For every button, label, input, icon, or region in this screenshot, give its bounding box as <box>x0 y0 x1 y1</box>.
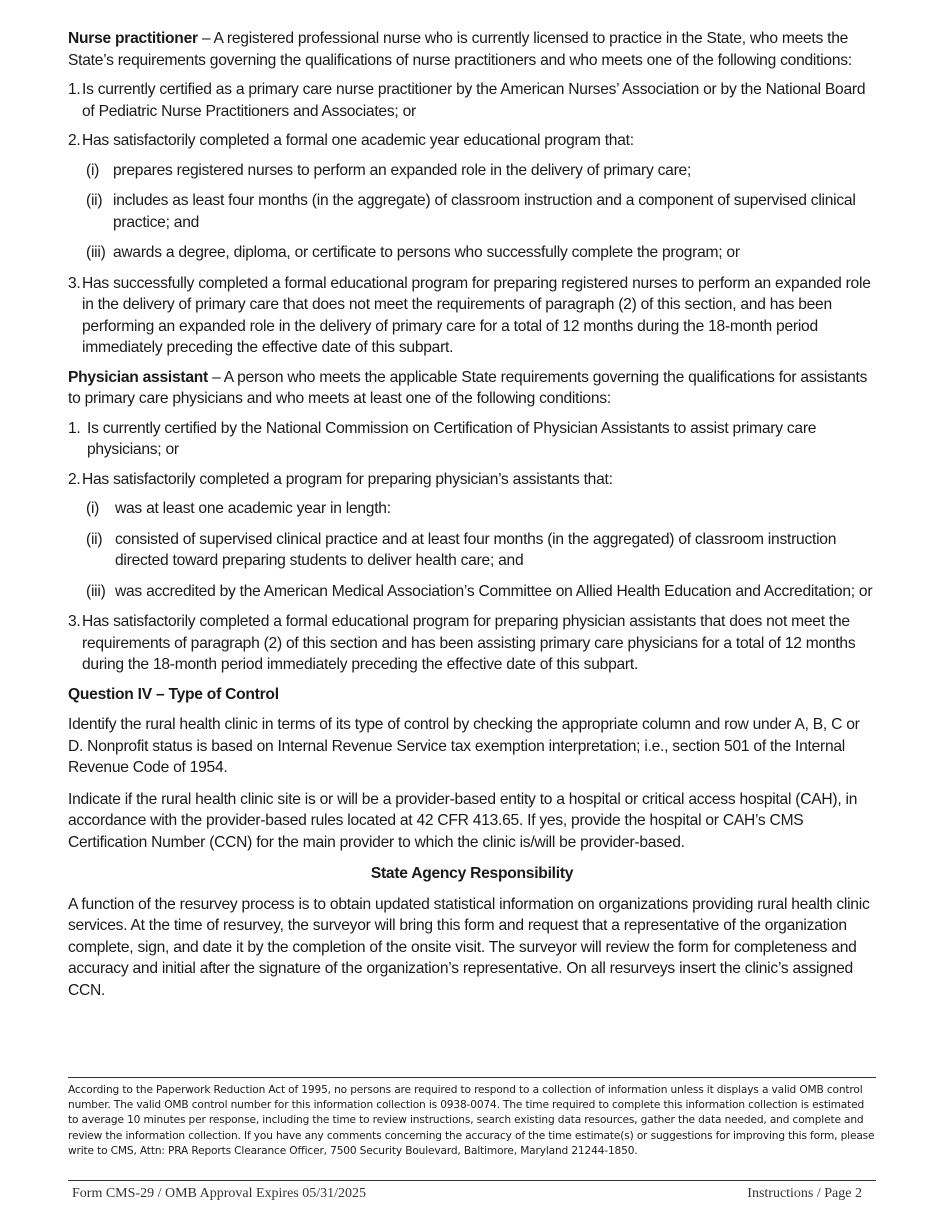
physician-subitem-ii <box>86 529 876 572</box>
physician-item-text: Is currently certified by the National Commission on Certification of Physician Assistants to assist primary care physicians; or <box>87 419 817 458</box>
physician-subitem-number: (i) <box>86 500 100 517</box>
question-iv-paragraph-2: Indicate if the rural health clinic site is or will be a provider-based entity to a hospital or critical access hospital (CAH), in accordance with the provider-based rules located at 42 CFR 413.65. If yes, provide the hospital or CAH’s CMS Certification Number (CCN) for the main provider to which the clinic is/will be provider-based. <box>68 790 858 851</box>
physician-item-2 <box>68 469 876 491</box>
physician-assistant-intro: – A person who meets the applicable State requirements governing the qualifications for assistants to primary care physicians and who meets at least one of the following conditions: <box>68 368 868 407</box>
physician-item-1 <box>68 418 876 461</box>
nurse-item-3 <box>68 273 876 359</box>
nurse-subitem-ii <box>86 190 876 233</box>
physician-subitem-text: was at least one academic year in length: <box>115 500 391 517</box>
nurse-subitem-number: (ii) <box>86 192 103 209</box>
nurse-subitem-i <box>86 160 876 182</box>
nurse-item-number: 1. <box>68 81 81 98</box>
nurse-item-text: Has satisfactorily completed a formal one academic year educational program that: <box>82 132 634 149</box>
physician-subitem-text: was accredited by the American Medical Association’s Committee on Allied Health Education and Accreditation; or <box>115 582 873 600</box>
nurse-practitioner-intro: – A registered professional nurse who is currently licensed to practice in the State, who meets the State’s requirements governing the qualifications of nurse practitioners and who meets one of the following conditions: <box>68 30 852 69</box>
nurse-item-number: 3. <box>68 274 81 292</box>
nurse-item-text: Has successfully completed a formal educational program for preparing registered nurses to perform an expanded role in the delivery of primary care that does not meet the requirements of paragraph (2) of this section, and has been performing an expanded role in the delivery of primary care for a total of 12 months during the 18-month period immediately preceding the effective date of this subpart. <box>82 274 871 356</box>
question-iv-paragraph-1: Identify the rural health clinic in terms of its type of control by checking the appropriate column and row under A, B, C or D. Nonprofit status is based on Internal Revenue Service tax exemption interpretation; i.e., section 501 of the Internal Revenue Code of 1954. <box>68 716 860 776</box>
state-agency-paragraph: A function of the resurvey process is to obtain updated statistical information on organizations providing rural health clinic services. At the time of resurvey, the surveyor will bring this form and request that a representative of the organization complete, sign, and date it by the completion of the onsite visit. The surveyor will review the form for completeness and accuracy and initial after the signature of the organization’s representative. On all resurveys insert the clinic’s assigned CCN. <box>68 895 870 999</box>
nurse-practitioner-term: Nurse practitioner <box>68 30 198 47</box>
paperwork-reduction-notice: According to the Paperwork Reduction Act of 1995, no persons are required to respond to a collection of information unless it displays a valid OMB control number. The valid OMB control number for this information collection is 0938-0074. The time required to complete this information collection is estimated to average 10 minutes per response, including the time to review instructions, search existing data resources, gather the data needed, and complete and review the information collection. If you have any comments concerning the accuracy of the time estimate(s) or suggestions for improving this form, please write to CMS, Attn: PRA Reports Clearance Officer, 7500 Security Boulevard, Baltimore, Maryland 21244-1850. <box>68 1077 876 1159</box>
nurse-item-1 <box>68 79 876 122</box>
physician-assistant-definition <box>68 367 876 410</box>
nurse-subitem-iii <box>86 242 876 264</box>
physician-item-text: Has satisfactorily completed a formal educational program for preparing physician assistants that does not meet the requirements of paragraph (2) of this section and has been assisting primary care physicians for a total of 12 months during the 18-month period immediately preceding the effective date of this subpart. <box>82 613 856 673</box>
page-number-label: Instructions / Page 2 <box>747 1186 862 1201</box>
nurse-subitem-text: includes as least four months (in the aggregate) of classroom instruction and a component of supervised clinical practice; and <box>113 192 856 231</box>
nurse-item-2 <box>68 130 876 152</box>
nurse-item-number: 2. <box>68 132 81 149</box>
physician-item-number: 3. <box>68 613 81 630</box>
nurse-subitem-text: prepares registered nurses to perform an expanded role in the delivery of primary care; <box>113 161 692 179</box>
state-agency-heading: State Agency Responsibility <box>370 865 574 882</box>
physician-subitem-text: consisted of supervised clinical practice and at least four months (in the aggregated) of classroom instruction directed toward preparing students to deliver health care; and <box>115 530 837 569</box>
physician-subitem-iii <box>86 581 876 603</box>
physician-item-text: Has satisfactorily completed a program for preparing physician’s assistants that: <box>82 470 613 488</box>
physician-item-3 <box>68 611 876 676</box>
nurse-subitem-number: (iii) <box>86 244 106 261</box>
physician-subitem-number: (ii) <box>86 530 103 548</box>
nurse-subitem-number: (i) <box>86 161 100 179</box>
footer-divider <box>68 1180 876 1181</box>
nurse-subitem-text: awards a degree, diploma, or certificate to persons who successfully complete the program; or <box>113 244 740 261</box>
nurse-practitioner-definition <box>68 28 876 71</box>
nurse-item-text: Is currently certified as a primary care nurse practitioner by the American Nurses’ Association or by the National Board of Pediatric Nurse Practitioners and Associates; or <box>82 81 866 120</box>
physician-subitem-number: (iii) <box>86 582 106 600</box>
physician-item-number: 1. <box>68 419 81 437</box>
page-footer <box>72 1186 862 1202</box>
form-id-label: Form CMS-29 / OMB Approval Expires 05/31/2025 <box>72 1186 367 1201</box>
physician-subitem-i <box>86 498 876 520</box>
question-iv-heading: Question IV – Type of Control <box>68 685 279 703</box>
physician-item-number: 2. <box>68 470 81 488</box>
instructions-body <box>68 28 876 1011</box>
physician-assistant-term: Physician assistant <box>68 368 208 386</box>
